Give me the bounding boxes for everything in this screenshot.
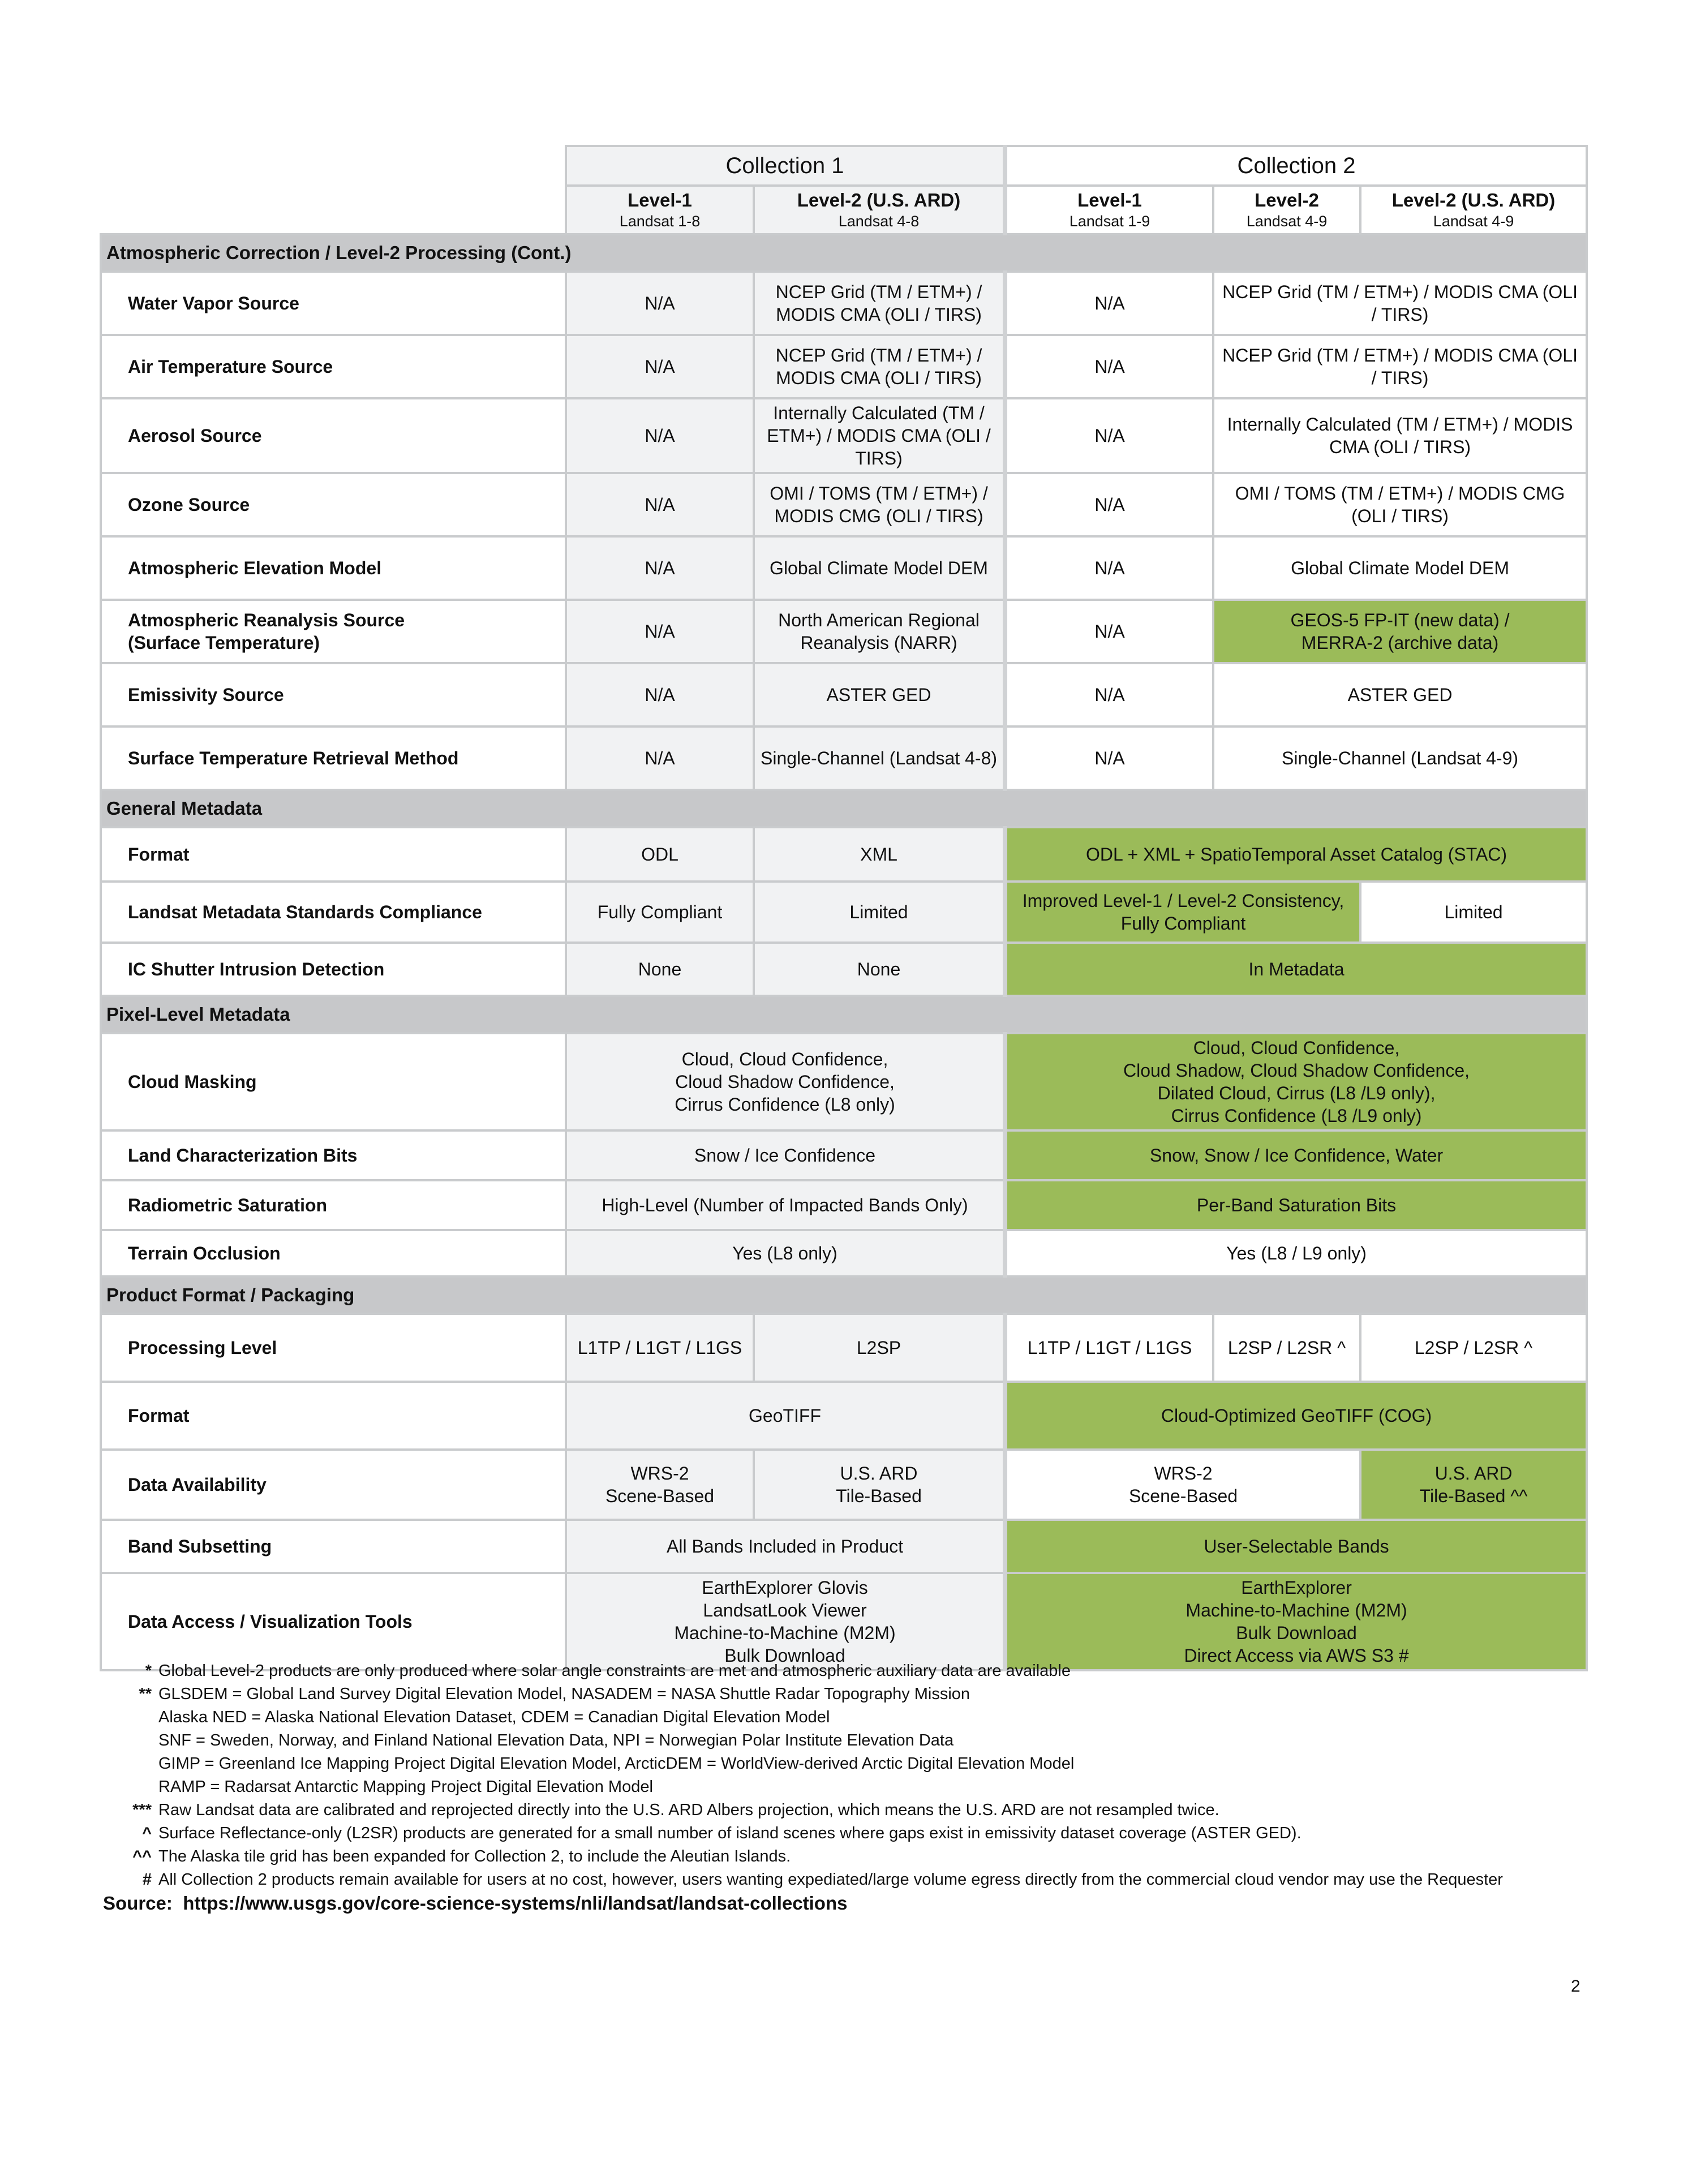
footnote (100, 1845, 1593, 1868)
footnote-marker: ^^ (132, 1847, 152, 1865)
cell: Global Climate Model DEM (1213, 536, 1587, 600)
table-row (101, 882, 1587, 943)
level-label: Level-1 (628, 190, 692, 210)
footnote-text: The Alaska tile grid has been expanded for Collection 2, to include the Aleutian Islands. (158, 1847, 791, 1865)
footnote (100, 1868, 1593, 1891)
table-row (101, 536, 1587, 600)
cell-line: Scene-Based (1128, 1486, 1238, 1506)
table-row (101, 335, 1587, 398)
row-label: Terrain Occlusion (101, 1230, 566, 1276)
cell: N/A (1005, 600, 1213, 663)
footnote (100, 1683, 1593, 1706)
cell: Single-Channel (Landsat 4-9) (1213, 726, 1587, 790)
row-label: Surface Temperature Retrieval Method (101, 726, 566, 790)
section-atmospheric-correction: Atmospheric Correction / Level-2 Processing (Cont.) (101, 234, 1587, 272)
row-label: Aerosol Source (101, 398, 566, 473)
cell: N/A (566, 272, 754, 335)
row-label: Landsat Metadata Standards Compliance (101, 882, 566, 943)
source-url[interactable]: https://www.usgs.gov/core-science-systems/nli/landsat/landsat-collections (183, 1893, 848, 1914)
cell: Global Climate Model DEM (754, 536, 1005, 600)
row-label: Data Availability (101, 1450, 566, 1520)
level-label: Level-2 (1255, 190, 1319, 210)
cell-highlight: ODL + XML + SpatioTemporal Asset Catalog (STAC) (1005, 827, 1587, 882)
cell (566, 1450, 754, 1520)
comparison-table (100, 145, 1588, 1671)
cell-highlight: Snow, Snow / Ice Confidence, Water (1005, 1130, 1587, 1180)
row-label: Water Vapor Source (101, 272, 566, 335)
sensor-range: Landsat 4-9 (1433, 213, 1514, 230)
cell: L1TP / L1GT / L1GS (1005, 1314, 1213, 1382)
cell: L2SP / L2SR ^ (1213, 1314, 1360, 1382)
cell: L2SP / L2SR ^ (1360, 1314, 1587, 1382)
cell: Limited (754, 882, 1005, 943)
cell: NCEP Grid (TM / ETM+) / MODIS CMA (OLI / TIRS) (754, 335, 1005, 398)
footnote (100, 1729, 1593, 1752)
table-row (101, 398, 1587, 473)
cell-line: Scene-Based (605, 1486, 715, 1506)
cell: N/A (566, 335, 754, 398)
cell: Single-Channel (Landsat 4-8) (754, 726, 1005, 790)
cell: N/A (566, 536, 754, 600)
footnote-marker: * (145, 1662, 152, 1680)
table-row (101, 1520, 1587, 1573)
cell-line: Bulk Download (1236, 1623, 1357, 1643)
cell (566, 1573, 1005, 1670)
row-label: Emissivity Source (101, 663, 566, 726)
cell-line: Cirrus Confidence (L8 /L9 only) (1171, 1106, 1422, 1126)
table-row (101, 943, 1587, 996)
cell-line: Improved Level-1 / Level-2 Consistency, (1022, 891, 1345, 911)
cell-line: Cirrus Confidence (L8 only) (675, 1094, 895, 1115)
table-row (101, 1230, 1587, 1276)
label-line: Atmospheric Reanalysis Source (128, 610, 405, 630)
footnote-text: Alaska NED = Alaska National Elevation Dataset, CDEM = Canadian Digital Elevation Model (158, 1708, 830, 1726)
table-row (101, 600, 1587, 663)
cell-line: U.S. ARD (840, 1463, 918, 1484)
row-label: Atmospheric Elevation Model (101, 536, 566, 600)
cell: N/A (566, 726, 754, 790)
cell-line: North American Regional (778, 610, 980, 630)
footnote-marker: ** (139, 1685, 152, 1703)
cell-line: U.S. ARD (1434, 1463, 1513, 1484)
sensor-range: Landsat 4-9 (1246, 213, 1328, 230)
cell: N/A (1005, 726, 1213, 790)
footnote-text: All Collection 2 products remain available for users at no cost, however, users wanting expediated/large volume egress directly from the commercial cloud vendor may use the Requester (158, 1871, 1503, 1889)
table-row (101, 473, 1587, 536)
cell: Yes (L8 only) (566, 1230, 1005, 1276)
footnote-marker: *** (132, 1801, 152, 1819)
cell: N/A (566, 398, 754, 473)
section-pixel-level-metadata: Pixel-Level Metadata (101, 996, 1587, 1033)
cell-line: WRS-2 (630, 1463, 689, 1484)
cell: ASTER GED (754, 663, 1005, 726)
footnote (100, 1799, 1593, 1822)
row-label: Format (101, 827, 566, 882)
table-row (101, 1180, 1587, 1230)
cell-highlight (1005, 1573, 1587, 1670)
cell: High-Level (Number of Impacted Bands Only) (566, 1180, 1005, 1230)
source-line (103, 1893, 847, 1914)
cell (1005, 1450, 1360, 1520)
cell: ODL (566, 827, 754, 882)
col-c1-level1 (566, 186, 754, 234)
page-number: 2 (1571, 1977, 1580, 1996)
footnote-text: GLSDEM = Global Land Survey Digital Elevation Model, NASADEM = NASA Shuttle Radar Topography Mission (158, 1685, 970, 1703)
footnote-text: Raw Landsat data are calibrated and reprojected directly into the U.S. ARD Albers projection, which means the U.S. ARD are not resampled twice. (158, 1801, 1219, 1819)
cell-line: Dilated Cloud, Cirrus (L8 /L9 only), (1157, 1083, 1436, 1103)
cell: NCEP Grid (TM / ETM+) / MODIS CMA (OLI / TIRS) (1213, 272, 1587, 335)
cell-line: Tile-Based ^^ (1419, 1486, 1528, 1506)
cell-line: Direct Access via AWS S3 # (1184, 1645, 1409, 1666)
table-row (101, 1382, 1587, 1450)
footnote (100, 1706, 1593, 1729)
row-label: Band Subsetting (101, 1520, 566, 1573)
cell (754, 1450, 1005, 1520)
cell-line: Reanalysis (NARR) (800, 633, 957, 653)
col-c2-level2 (1213, 186, 1360, 234)
cell-line: Bulk Download (724, 1645, 845, 1666)
row-label: Ozone Source (101, 473, 566, 536)
cell: N/A (1005, 398, 1213, 473)
table-row (101, 272, 1587, 335)
cell-highlight: User-Selectable Bands (1005, 1520, 1587, 1573)
table-row (101, 1130, 1587, 1180)
footnote (100, 1752, 1593, 1775)
section-general-metadata: General Metadata (101, 790, 1587, 827)
row-label: Cloud Masking (101, 1033, 566, 1130)
cell-highlight: Cloud-Optimized GeoTIFF (COG) (1005, 1382, 1587, 1450)
collection-1-header: Collection 1 (566, 146, 1005, 186)
cell: Snow / Ice Confidence (566, 1130, 1005, 1180)
row-label: Radiometric Saturation (101, 1180, 566, 1230)
cell: N/A (1005, 536, 1213, 600)
cell (566, 1033, 1005, 1130)
cell-line: Machine-to-Machine (M2M) (1186, 1600, 1407, 1620)
cell: None (566, 943, 754, 996)
cell-line: Machine-to-Machine (M2M) (674, 1623, 896, 1643)
col-c1-level2-ard (754, 186, 1005, 234)
cell-line: LandsatLook Viewer (703, 1600, 867, 1620)
cell: Yes (L8 / L9 only) (1005, 1230, 1587, 1276)
col-c2-level2-ard (1360, 186, 1587, 234)
cell: Fully Compliant (566, 882, 754, 943)
cell: N/A (1005, 272, 1213, 335)
level-label: Level-1 (1077, 190, 1142, 210)
table-row (101, 827, 1587, 882)
cell: N/A (1005, 473, 1213, 536)
footnote (100, 1660, 1593, 1683)
cell-line: Cloud, Cloud Confidence, (681, 1049, 888, 1069)
cell-highlight (1213, 600, 1587, 663)
footnote (100, 1775, 1593, 1799)
section-product-format-packaging: Product Format / Packaging (101, 1276, 1587, 1314)
table-row (101, 1314, 1587, 1382)
cell (754, 600, 1005, 663)
cell-highlight (1005, 882, 1360, 943)
col-c2-level1 (1005, 186, 1213, 234)
table-row (101, 1573, 1587, 1670)
cell-line: Cloud Shadow, Cloud Shadow Confidence, (1123, 1060, 1470, 1081)
row-label (101, 600, 566, 663)
table-row (101, 1450, 1587, 1520)
cell: L1TP / L1GT / L1GS (566, 1314, 754, 1382)
cell: N/A (1005, 335, 1213, 398)
cell-highlight: Per-Band Saturation Bits (1005, 1180, 1587, 1230)
footnote (100, 1822, 1593, 1845)
cell-highlight: In Metadata (1005, 943, 1587, 996)
cell-line: Cloud, Cloud Confidence, (1193, 1038, 1400, 1058)
header-blank (101, 146, 566, 234)
cell-line: Cloud Shadow Confidence, (675, 1072, 895, 1092)
footnote-text: GIMP = Greenland Ice Mapping Project Digital Elevation Model, ArcticDEM = WorldView-derived Arctic Digital Elevation Model (158, 1755, 1075, 1773)
row-label: Format (101, 1382, 566, 1450)
cell: NCEP Grid (TM / ETM+) / MODIS CMA (OLI / TIRS) (1213, 335, 1587, 398)
cell-line: MERRA-2 (archive data) (1301, 633, 1499, 653)
cell: N/A (566, 663, 754, 726)
cell: OMI / TOMS (TM / ETM+) / MODIS CMG (OLI / TIRS) (754, 473, 1005, 536)
cell-line: EarthExplorer Glovis (702, 1577, 868, 1598)
cell: L2SP (754, 1314, 1005, 1382)
cell: All Bands Included in Product (566, 1520, 1005, 1573)
table-row (101, 726, 1587, 790)
cell: Internally Calculated (TM / ETM+) / MODIS CMA (OLI / TIRS) (754, 398, 1005, 473)
footnote-text: Surface Reflectance-only (L2SR) products are generated for a small number of island scenes where gaps exist in emissivity dataset coverage (ASTER GED). (158, 1824, 1302, 1842)
footnotes (100, 1660, 1593, 1891)
cell-line: Fully Compliant (1120, 913, 1246, 934)
cell: ASTER GED (1213, 663, 1587, 726)
label-line: (Surface Temperature) (128, 633, 320, 653)
table-row (101, 663, 1587, 726)
cell: Internally Calculated (TM / ETM+) / MODIS CMA (OLI / TIRS) (1213, 398, 1587, 473)
cell-highlight (1005, 1033, 1587, 1130)
level-label: Level-2 (U.S. ARD) (797, 190, 961, 210)
row-label: Processing Level (101, 1314, 566, 1382)
cell: GeoTIFF (566, 1382, 1005, 1450)
cell-line: WRS-2 (1154, 1463, 1213, 1484)
level-label: Level-2 (U.S. ARD) (1391, 190, 1556, 210)
footnote-text: RAMP = Radarsat Antarctic Mapping Project Digital Elevation Model (158, 1778, 653, 1796)
cell-line: GEOS-5 FP-IT (new data) / (1290, 610, 1510, 630)
cell-line: EarthExplorer (1241, 1577, 1352, 1598)
sensor-range: Landsat 4-8 (838, 213, 920, 230)
footnote-text: SNF = Sweden, Norway, and Finland National Elevation Data, NPI = Norwegian Polar Institute Elevation Data (158, 1731, 954, 1749)
cell: Limited (1360, 882, 1587, 943)
cell: N/A (1005, 663, 1213, 726)
footnote-marker: ^ (142, 1824, 152, 1842)
table-row (101, 1033, 1587, 1130)
row-label: IC Shutter Intrusion Detection (101, 943, 566, 996)
row-label: Land Characterization Bits (101, 1130, 566, 1180)
footnote-text: Global Level-2 products are only produced where solar angle constraints are met and atmospheric auxiliary data are available (158, 1662, 1071, 1680)
cell: N/A (566, 600, 754, 663)
row-label: Air Temperature Source (101, 335, 566, 398)
cell: NCEP Grid (TM / ETM+) / MODIS CMA (OLI / TIRS) (754, 272, 1005, 335)
sensor-range: Landsat 1-8 (619, 213, 701, 230)
cell: OMI / TOMS (TM / ETM+) / MODIS CMG (OLI / TIRS) (1213, 473, 1587, 536)
cell-highlight (1360, 1450, 1587, 1520)
footnote-marker: # (142, 1871, 152, 1889)
sensor-range: Landsat 1-9 (1069, 213, 1150, 230)
source-label: Source: (103, 1893, 173, 1914)
cell: N/A (566, 473, 754, 536)
collection-2-header: Collection 2 (1005, 146, 1587, 186)
row-label: Data Access / Visualization Tools (101, 1573, 566, 1670)
cell-line: Tile-Based (836, 1486, 922, 1506)
cell: None (754, 943, 1005, 996)
cell: XML (754, 827, 1005, 882)
